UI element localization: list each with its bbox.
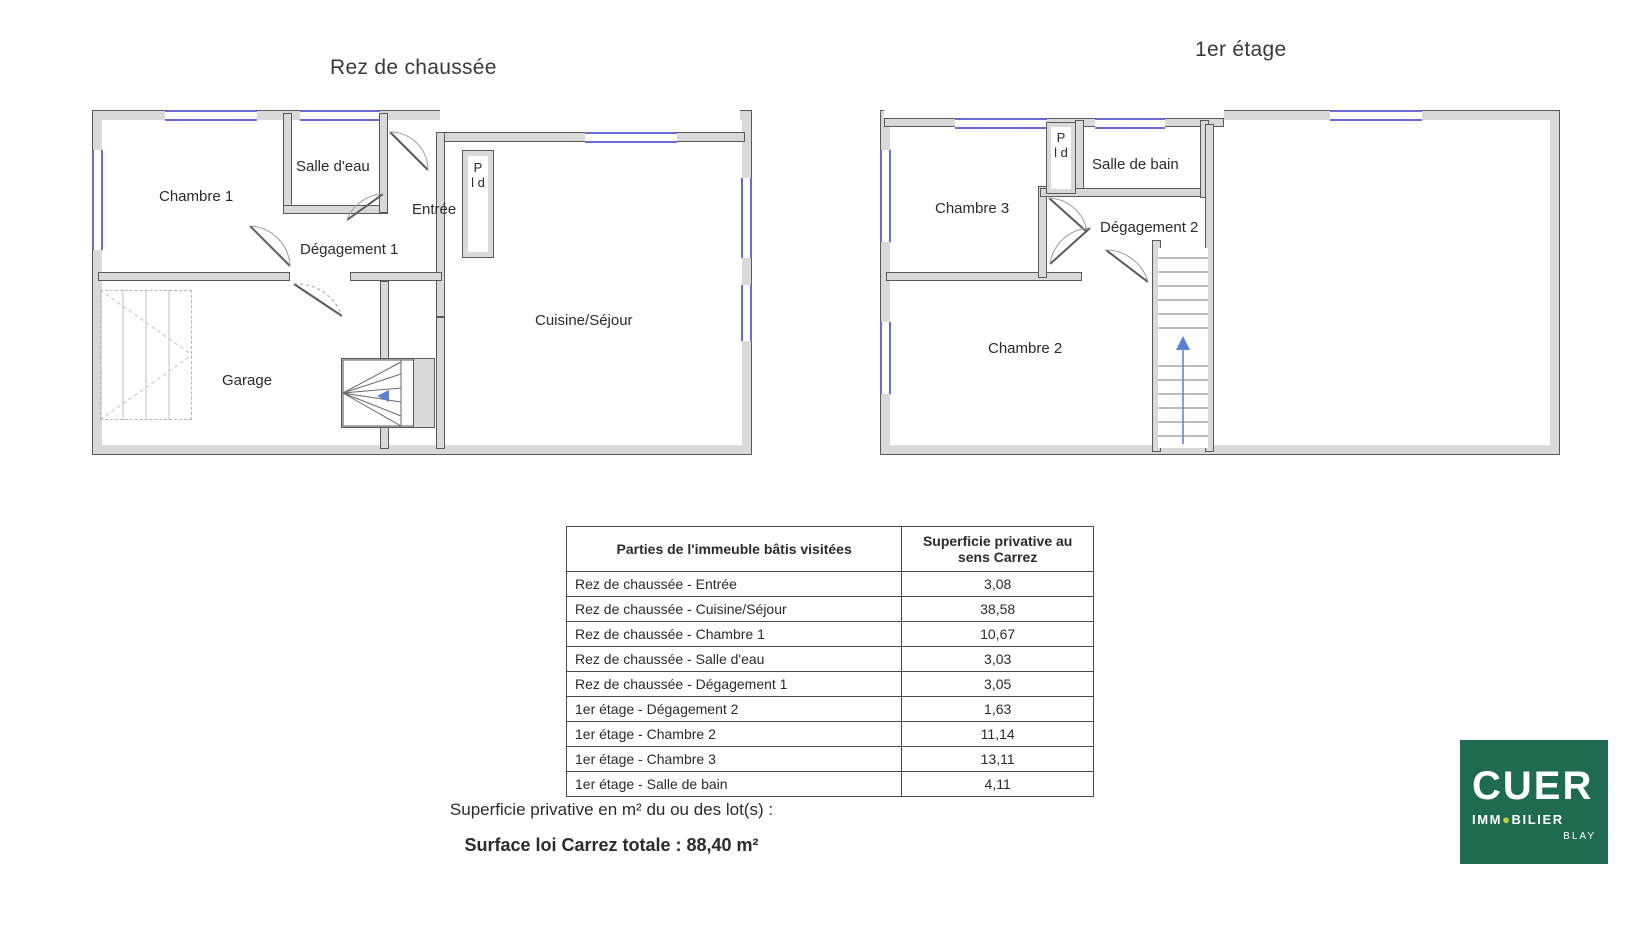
door-chambre2 xyxy=(1100,246,1154,290)
carrez-surface-table xyxy=(566,526,1094,797)
first-floor-title: 1er étage xyxy=(1195,38,1287,61)
door-salledeau xyxy=(388,130,446,188)
table-cell-part: 1er étage - Dégagement 2 xyxy=(567,697,902,722)
table-cell-part: 1er étage - Chambre 3 xyxy=(567,747,902,772)
staircase-ground-upper xyxy=(413,358,435,428)
table-cell-part: Rez de chaussée - Dégagement 1 xyxy=(567,672,902,697)
label-garage: Garage xyxy=(222,372,273,389)
label-salle-de-bain: Salle de bain xyxy=(1092,156,1179,173)
label-cuisine-sejour: Cuisine/Séjour xyxy=(535,312,633,329)
garage-dashed-lines xyxy=(100,290,192,420)
label-degagement-1: Dégagement 1 xyxy=(300,241,399,258)
header-area: Superficie privative au sens Carrez xyxy=(902,527,1094,572)
wall-chambre1-bottom xyxy=(98,272,290,281)
table-cell-area: 4,11 xyxy=(902,772,1094,797)
table-cell-part: Rez de chaussée - Entrée xyxy=(567,572,902,597)
wall-chambre1-right xyxy=(283,113,292,213)
table-row xyxy=(567,697,1094,722)
logo-city: BLAY xyxy=(1563,831,1596,842)
window-chambre2-left xyxy=(880,322,891,394)
logo-subtitle xyxy=(1472,812,1596,827)
table-cell-area: 1,63 xyxy=(902,697,1094,722)
door-salledeau-inner xyxy=(333,190,385,228)
window-cuisine-right-1 xyxy=(741,178,752,258)
table-cell-part: 1er étage - Chambre 2 xyxy=(567,722,902,747)
door-chambre3 xyxy=(1042,224,1094,272)
wall-salledebain-left xyxy=(1075,120,1084,196)
table-cell-area: 3,08 xyxy=(902,572,1094,597)
table-row xyxy=(567,572,1094,597)
staircase-first-treads xyxy=(1158,248,1208,448)
window-chambre1-top xyxy=(165,110,257,121)
label-chambre-2: Chambre 2 xyxy=(988,340,1063,357)
company-logo xyxy=(1460,740,1608,864)
table-cell-area: 3,05 xyxy=(902,672,1094,697)
logo-dot-icon: ● xyxy=(1502,812,1512,827)
window-chambre1-left xyxy=(92,150,103,250)
staircase-ground-treads xyxy=(341,358,421,428)
table-row xyxy=(567,647,1094,672)
closet-first-label: P l d xyxy=(1054,130,1068,160)
label-chambre-1: Chambre 1 xyxy=(159,188,234,205)
wall-cuisine-left-lower xyxy=(436,317,445,449)
table-cell-part: 1er étage - Salle de bain xyxy=(567,772,902,797)
label-degagement-2: Dégagement 2 xyxy=(1100,219,1199,236)
table-cell-area: 10,67 xyxy=(902,622,1094,647)
table-cell-area: 38,58 xyxy=(902,597,1094,622)
table-cell-area: 3,03 xyxy=(902,647,1094,672)
door-chambre1 xyxy=(246,222,298,272)
door-degagement-garage xyxy=(290,278,352,324)
window-salledeau-top xyxy=(300,110,380,121)
window-cuisine-top xyxy=(585,132,677,143)
table-row xyxy=(567,597,1094,622)
table-cell-part: Rez de chaussée - Chambre 1 xyxy=(567,622,902,647)
table-row xyxy=(567,622,1094,647)
label-salle-d-eau: Salle d'eau xyxy=(296,158,370,175)
table-cell-part: Rez de chaussée - Cuisine/Séjour xyxy=(567,597,902,622)
footer-total-line: Surface loi Carrez totale : 88,40 m² xyxy=(464,835,759,855)
logo-sub-right: BILIER xyxy=(1511,812,1564,827)
wall-degagement-bottom xyxy=(350,272,442,281)
label-entree: Entrée xyxy=(412,201,457,218)
footer-surface-line: Superficie privative en m² du ou des lot(s) : xyxy=(449,800,774,819)
closet-ground-label: P l d xyxy=(471,160,485,190)
table-row xyxy=(567,672,1094,697)
table-cell-area: 11,14 xyxy=(902,722,1094,747)
label-chambre-3: Chambre 3 xyxy=(935,200,1010,217)
wall-chambre3-bottom xyxy=(886,272,1082,281)
table-row xyxy=(567,747,1094,772)
table-row xyxy=(567,772,1094,797)
table-row xyxy=(567,722,1094,747)
logo-sub-left: IMM xyxy=(1472,812,1503,827)
window-cuisine-right-2 xyxy=(741,285,752,341)
window-chambre3-top xyxy=(955,118,1047,129)
window-salledebain-top xyxy=(1095,118,1165,129)
header-parts: Parties de l'immeuble bâtis visitées xyxy=(567,527,902,572)
logo-name: CUER xyxy=(1472,764,1594,808)
window-chambre3-left xyxy=(880,150,891,242)
table-cell-area: 13,11 xyxy=(902,747,1094,772)
ground-floor-title: Rez de chaussée xyxy=(330,56,497,79)
window-right-top xyxy=(1330,110,1422,121)
first-interior xyxy=(890,120,1550,445)
table-header-row xyxy=(567,527,1094,572)
table-cell-part: Rez de chaussée - Salle d'eau xyxy=(567,647,902,672)
